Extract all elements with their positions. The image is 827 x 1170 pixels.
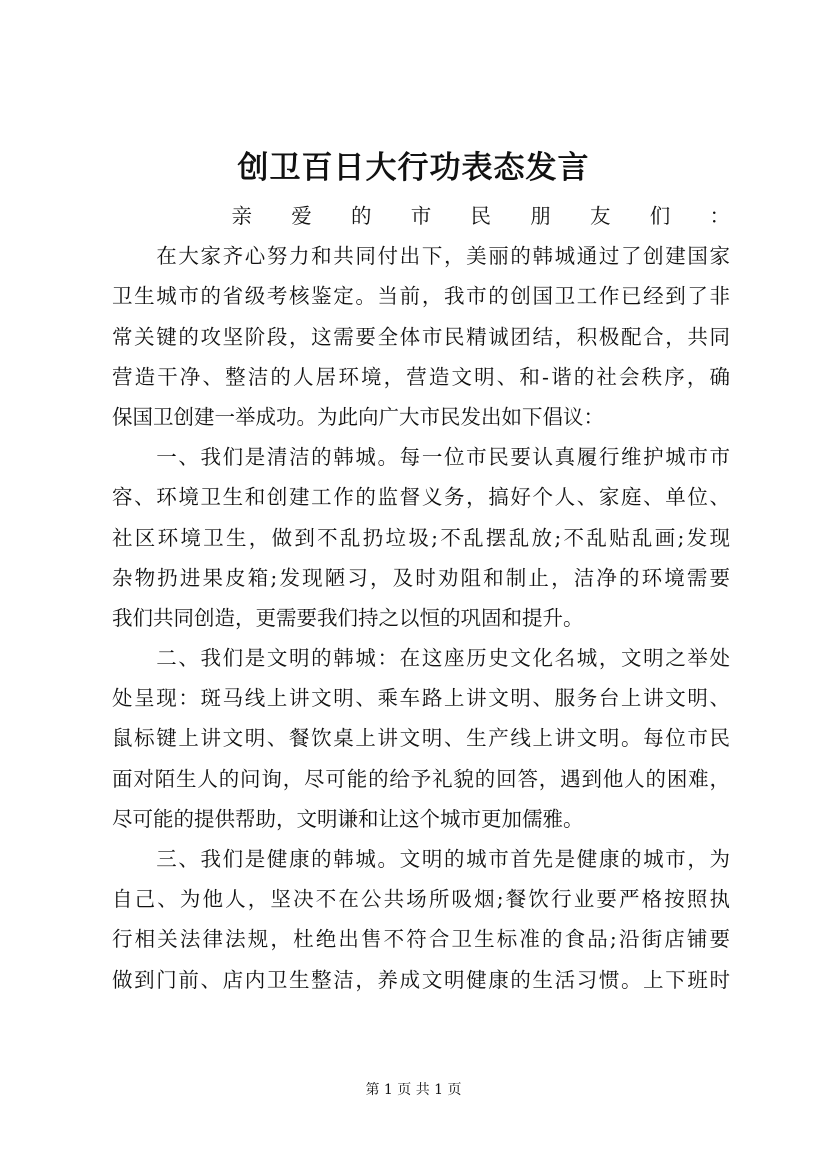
paragraph-line: 行相关法律法规，杜绝出售不符合卫生标准的食品;沿街店铺要 bbox=[112, 927, 730, 952]
paragraph-line: 我们共同创造，更需要我们持之以恒的巩固和提升。 bbox=[112, 605, 584, 630]
paragraph-line: 社区环境卫生，做到不乱扔垃圾;不乱摆乱放;不乱贴乱画;发现 bbox=[112, 525, 730, 550]
paragraph-line: 处呈现：斑马线上讲文明、乘车路上讲文明、服务台上讲文明、 bbox=[112, 686, 730, 711]
paragraph-line: 一、我们是清洁的韩城。每一位市民要认真履行维护城市市 bbox=[112, 445, 730, 470]
paragraph-line: 保国卫创建一举成功。为此向广大市民发出如下倡议： bbox=[112, 404, 604, 429]
paragraph-line: 自己、为他人，坚决不在公共场所吸烟;餐饮行业要严格按照执 bbox=[112, 887, 730, 912]
paragraph-line: 鼠标键上讲文明、餐饮桌上讲文明、生产线上讲文明。每位市民 bbox=[112, 726, 730, 751]
paragraph-line: 常关键的攻坚阶段，这需要全体市民精诚团结，积极配合，共同 bbox=[112, 324, 730, 349]
paragraph-line: 亲爱的市民朋友们： bbox=[112, 204, 730, 228]
paragraph-line: 卫生城市的省级考核鉴定。当前，我市的创国卫工作已经到了非 bbox=[112, 284, 730, 309]
paragraph-line: 营造干净、整洁的人居环境，营造文明、和-谐的社会秩序，确 bbox=[112, 364, 730, 389]
paragraph-line: 尽可能的提供帮助，文明谦和让这个城市更加儒雅。 bbox=[112, 806, 584, 831]
paragraph-line: 做到门前、店内卫生整洁，养成文明健康的生活习惯。上下班时 bbox=[112, 967, 730, 992]
paragraph-line: 二、我们是文明的韩城：在这座历史文化名城，文明之举处 bbox=[112, 646, 730, 671]
paragraph-line: 在大家齐心努力和共同付出下，美丽的韩城通过了创建国家 bbox=[112, 244, 730, 269]
page-title: 创卫百日大行功表态发言 bbox=[237, 150, 590, 186]
paragraph-line: 面对陌生人的问询，尽可能的给予礼貌的回答，遇到他人的困难， bbox=[112, 766, 730, 791]
paragraph-line: 杂物扔进果皮箱;发现陋习，及时劝阻和制止，洁净的环境需要 bbox=[112, 565, 730, 590]
page-footer: 第 1 页 共 1 页 bbox=[365, 1082, 462, 1098]
document-body bbox=[112, 196, 730, 1000]
paragraph-line: 容、环境卫生和创建工作的监督义务，搞好个人、家庭、单位、 bbox=[112, 485, 730, 510]
paragraph-line: 三、我们是健康的韩城。文明的城市首先是健康的城市，为 bbox=[112, 847, 730, 871]
